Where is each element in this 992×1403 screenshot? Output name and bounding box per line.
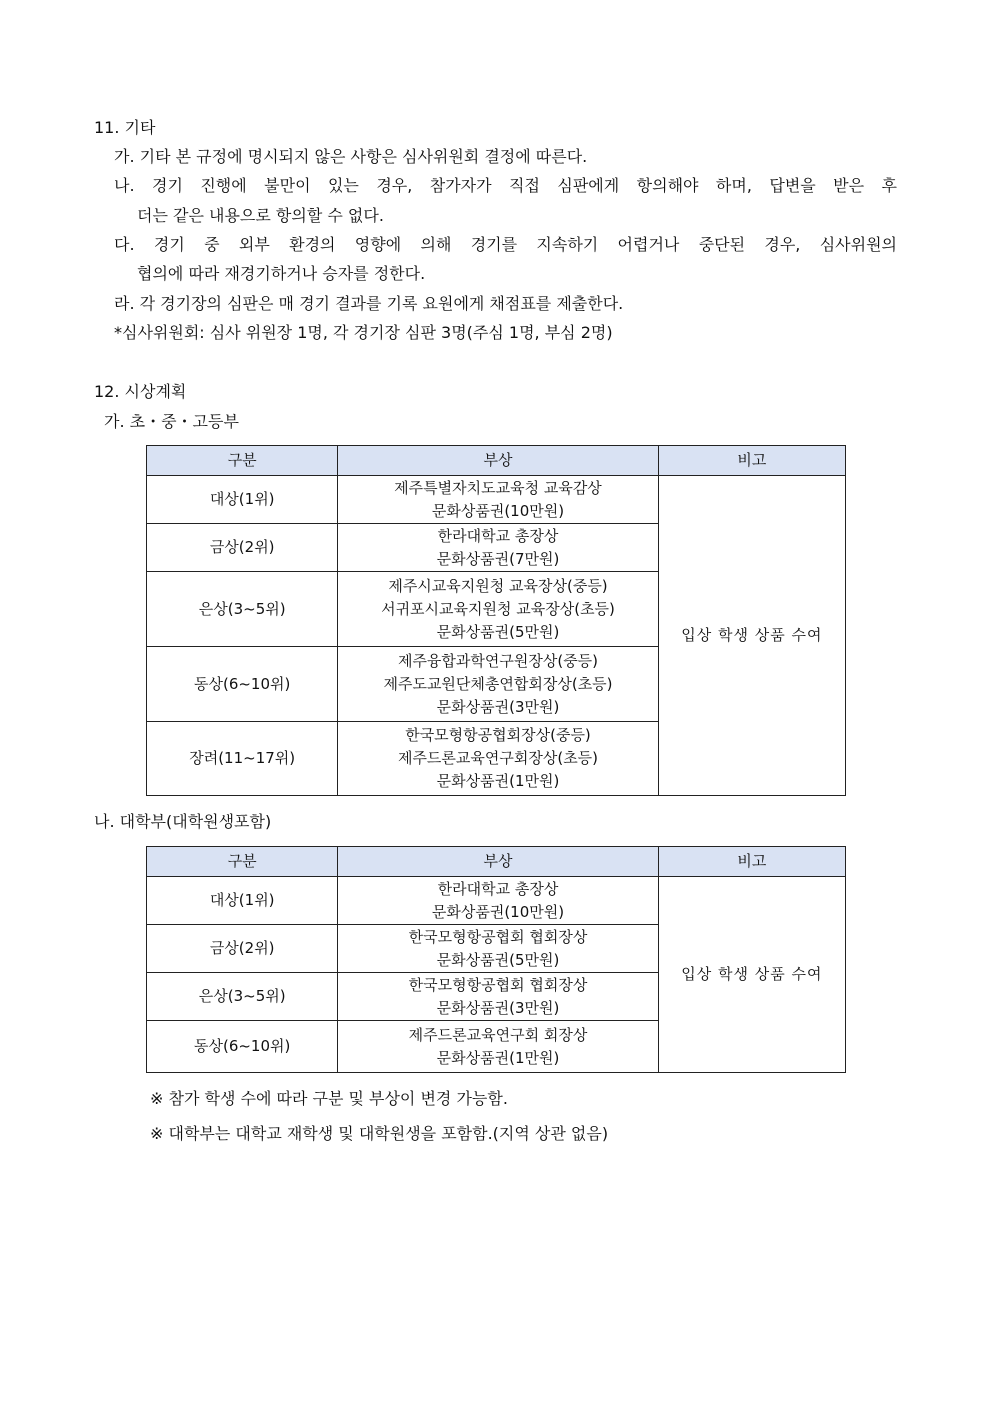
prize-cell: [338, 1021, 658, 1073]
prize-line: 제주시교육지원청 교육장상(중등): [388, 576, 608, 595]
section-11-item-da: 다. 경기 중 외부 환경의 영향에 의해 경기를 지속하기 어렵거나 중단된 경우, 심사위원의: [114, 235, 897, 254]
header-prize: 부상: [338, 446, 658, 476]
section-11-item-na-cont: 더는 같은 내용으로 항의할 수 없다.: [137, 206, 384, 225]
prize-line: 제주드론교육연구회 회장상: [408, 1025, 588, 1044]
prize-cell: [338, 973, 658, 1021]
rank-cell: 금상(2위): [147, 524, 338, 572]
prize-line: 문화상품권(10만원): [431, 902, 565, 921]
prize-line: 문화상품권(1만원): [436, 772, 560, 790]
prize-cell: [338, 572, 658, 647]
section-12-sub-b: 나. 대학부(대학원생포함): [94, 812, 272, 831]
prize-line: 문화상품권(3만원): [436, 998, 560, 1017]
section-11-item-ra: 라. 각 경기장의 심판은 매 경기 결과를 기록 요원에게 채점표를 제출한다.: [114, 294, 624, 313]
section-11-title: 11. 기타: [94, 118, 156, 137]
section-11-committee-note: *심사위원회: 심사 위원장 1명, 각 경기장 심판 3명(주심 1명, 부심 2명): [114, 323, 613, 342]
prize-cell: [338, 722, 658, 796]
prize-line: 제주도교원단체총연합회장상(초등): [383, 674, 613, 693]
prize-cell: [338, 476, 658, 524]
note-university-scope: ※ 대학부는 대학교 재학생 및 대학원생을 포함함.(지역 상관 없음): [150, 1124, 609, 1143]
note-change-possible: ※ 참가 학생 수에 따라 구분 및 부상이 변경 가능함.: [150, 1089, 508, 1108]
prize-line: 문화상품권(1만원): [436, 1048, 560, 1067]
remark-cell: [658, 877, 845, 1073]
table-row: [147, 476, 846, 524]
remark-cell: [658, 476, 845, 796]
prize-line: 서귀포시교육지원청 교육장상(초등): [381, 599, 615, 618]
rank-cell: 동상(6~10위): [147, 1021, 338, 1073]
prize-line: 문화상품권(10만원): [431, 501, 565, 520]
prize-line: 제주융합과학연구원장상(중등): [397, 651, 599, 670]
award-table-school: [146, 445, 846, 796]
prize-line: 제주드론교육연구회장상(초등): [397, 749, 599, 767]
prize-line: 문화상품권(5만원): [436, 622, 560, 641]
header-category: 구분: [147, 446, 338, 476]
remark-text: 입상 학생 상품 수여: [681, 626, 823, 644]
section-11-item-ga: 가. 기타 본 규정에 명시되지 않은 사항은 심사위원회 결정에 따른다.: [114, 147, 588, 166]
section-11-item-na: 나. 경기 진행에 불만이 있는 경우, 참가자가 직접 심판에게 항의해야 하며, 답변을 받은 후: [114, 176, 897, 195]
prize-line: 문화상품권(5만원): [436, 950, 560, 969]
table-row: [147, 877, 846, 925]
prize-line: 한국모형항공협회 협회장상: [408, 975, 588, 994]
prize-cell: [338, 524, 658, 572]
prize-cell: [338, 925, 658, 973]
remark-text: 입상 학생 상품 수여: [681, 965, 823, 983]
header-prize: 부상: [338, 847, 658, 877]
prize-line: 한국모형항공협회장상(중등): [405, 726, 591, 744]
rank-cell: 동상(6~10위): [147, 647, 338, 722]
rank-cell: 은상(3~5위): [147, 572, 338, 647]
prize-cell: [338, 647, 658, 722]
section-12-sub-a: 가. 초・중・고등부: [104, 412, 239, 431]
prize-line: 문화상품권(3만원): [436, 697, 560, 716]
header-category: 구분: [147, 847, 338, 877]
prize-line: 한국모형항공협회 협회장상: [408, 927, 588, 946]
prize-line: 문화상품권(7만원): [436, 549, 560, 568]
section-12-title: 12. 시상계획: [94, 382, 187, 401]
header-remark: 비고: [658, 446, 845, 476]
section-11-item-da-cont: 협의에 따라 재경기하거나 승자를 정한다.: [137, 264, 426, 283]
rank-cell: 은상(3~5위): [147, 973, 338, 1021]
prize-cell: [338, 877, 658, 925]
rank-cell: 장려(11~17위): [147, 722, 338, 796]
rank-cell: 대상(1위): [147, 877, 338, 925]
rank-cell: 금상(2위): [147, 925, 338, 973]
prize-line: 제주특별자치도교육청 교육감상: [394, 478, 602, 497]
prize-line: 한라대학교 총장상: [437, 526, 559, 545]
award-table-university: [146, 846, 846, 1073]
rank-cell: 대상(1위): [147, 476, 338, 524]
header-remark: 비고: [658, 847, 845, 877]
prize-line: 한라대학교 총장상: [437, 879, 559, 898]
